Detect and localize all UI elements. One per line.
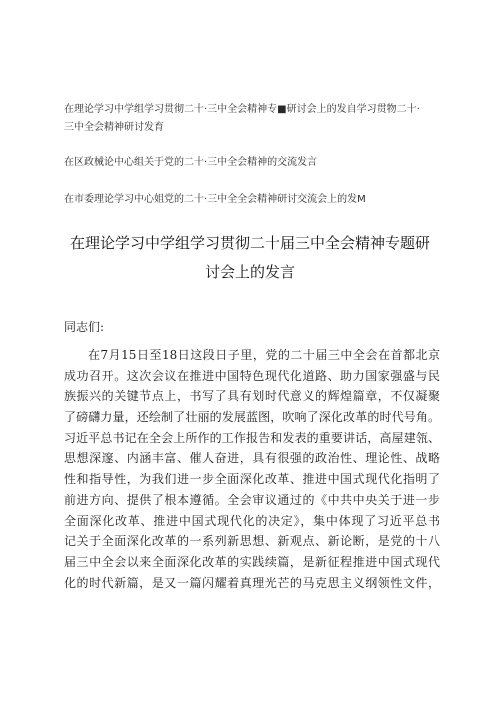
body-paragraph xyxy=(64,345,440,593)
related-title-1 xyxy=(64,101,444,137)
body-line: 届三中全会以来全面深化改革的实践续篇，是新征程推进中国式现代 xyxy=(64,554,440,569)
related-title-3 xyxy=(64,191,444,209)
body-line: 全面深化改革、推进中国式现代化的决定》，集中体现了习近平总书 xyxy=(64,513,440,528)
document-title-line-2: 讨会上的发言 xyxy=(204,263,295,281)
document-title-line-1: 在理论学习中学组学习贯彻二十届三中全会精神专题研 xyxy=(69,234,430,252)
body-line: 成功召开。这次会议在推进中国特色现代化道路、助力国家强盛与民 xyxy=(64,368,440,383)
body-line: 了磅礴力量，还绘制了壮丽的发展蓝图，吹响了深化改革的时代号角。 xyxy=(64,410,440,425)
related-title-1-line-1: 在理论学习中学组学习贯彻二十·三中全会精神专■研讨会上的发自学习贯物二十· xyxy=(64,104,420,115)
related-title-2-line-1: 在区政械论中心组关于党的二十·三中全会精神的交流发言 xyxy=(64,157,318,168)
body-line: 性和指导性，为我们进一步全面深化改革、推进中国式现代化指明了 xyxy=(64,472,440,487)
body-line: 前进方向、提供了根本遵循。全会审议通过的《中共中央关于进一步 xyxy=(64,492,440,507)
salutation: 同志们: xyxy=(64,320,105,334)
body-line: 化的时代新篇，是又一篇闪耀着真理光芒的马克思主义纲领性文件， xyxy=(64,575,440,590)
body-line: 习近平总书记在全会上所作的工作报告和发表的重要讲话，高屋建瓴、 xyxy=(64,430,440,445)
body-line: 思想深邃、内涵丰富、催人奋进，具有很强的政治性、理论性、战略 xyxy=(64,451,440,466)
related-title-1-line-2: 三中全会精神研讨发育 xyxy=(64,122,164,133)
document-title xyxy=(40,229,460,287)
related-title-2 xyxy=(64,154,444,172)
body-line: 在7月15日至18日这段日子里，党的二十届三中全会在首都北京 xyxy=(88,348,440,362)
body-line: 族振兴的关键节点上，书写了具有划时代意义的辉煌篇章，不仅凝聚 xyxy=(64,389,440,404)
body-line: 记关于全面深化改革的一系列新思想、新观点、新论断，是党的十八 xyxy=(64,534,440,549)
related-title-3-line-1: 在市委理论学习中心姐党的二十·三中全全会精神研讨交流会上的发M xyxy=(64,194,366,205)
